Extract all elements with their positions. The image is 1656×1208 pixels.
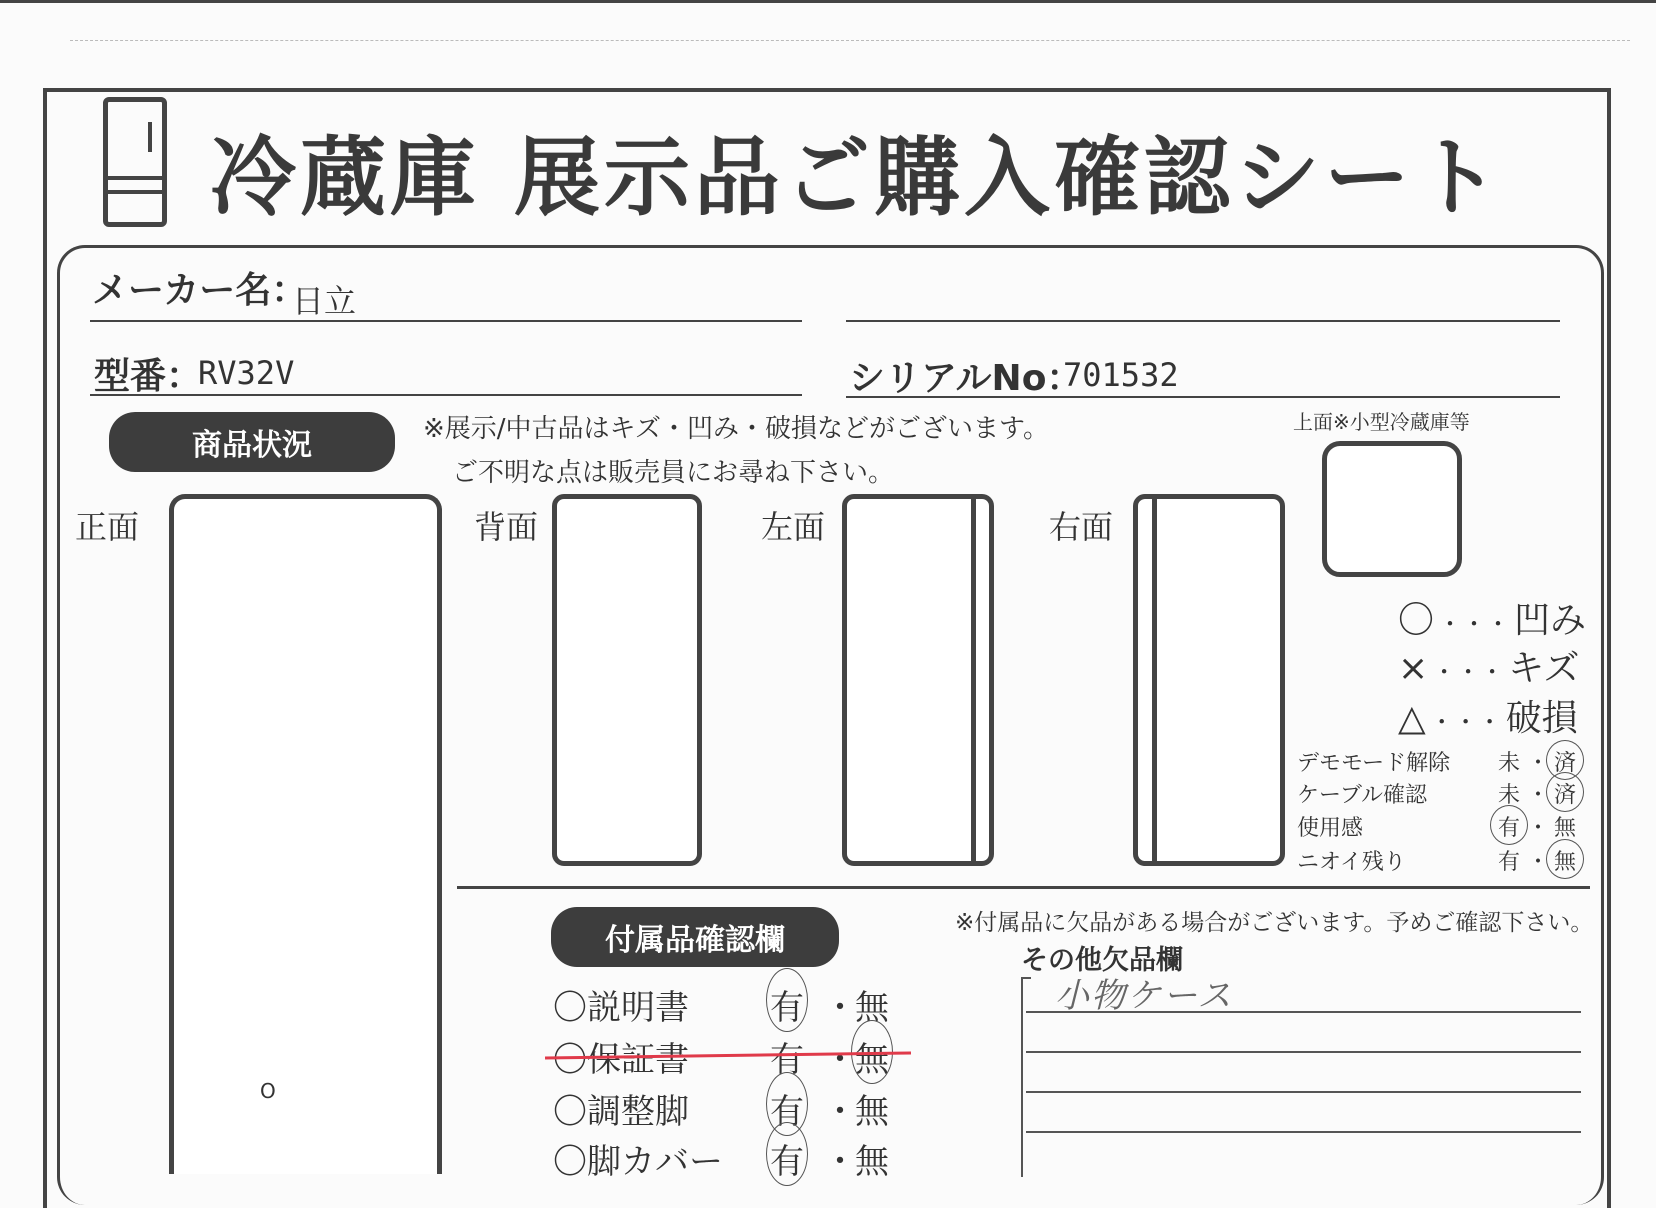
- check-label: ニオイ残り: [1297, 850, 1406, 875]
- selection-circle: [1546, 839, 1584, 879]
- left-diagram: [842, 494, 994, 866]
- accessory-option: ・: [823, 1040, 857, 1080]
- check-label: 使用感: [1297, 816, 1364, 841]
- accessories-note: ※付属品に欠品がある場合がございます。予めご確認下さい。: [955, 910, 1594, 936]
- condition-note-1: ※展示/中古品はキズ・凹み・破損などがございます。: [423, 414, 1049, 444]
- page-title: 冷蔵庫 展示品ご購入確認シート: [210, 128, 1504, 228]
- missing-line: [1026, 1011, 1581, 1013]
- accessory-option: 有: [770, 1092, 804, 1132]
- accessory-label: 〇保証書: [553, 1040, 689, 1080]
- missing-bracket: [1021, 977, 1023, 1177]
- accessory-option: ・: [823, 1092, 857, 1132]
- maker-label: メーカー名：: [92, 270, 308, 311]
- legend-symbol: ×: [1398, 648, 1429, 689]
- accessory-option: 無: [855, 988, 889, 1028]
- accessory-label: 〇脚カバー: [553, 1142, 723, 1182]
- missing-line: [1026, 1091, 1581, 1093]
- top-label: 上面: [1293, 410, 1333, 434]
- check-option: 未: [1498, 751, 1521, 776]
- accessory-option: 無: [855, 1142, 889, 1182]
- condition-note-2: ご不明な点は販売員にお尋ね下さい。: [452, 458, 895, 488]
- model-label: 型番：: [94, 356, 203, 397]
- scan-top-edge: [0, 0, 1656, 3]
- blank-underline: [846, 320, 1560, 322]
- front-label: 正面: [75, 508, 140, 546]
- right-label: 右面: [1049, 508, 1114, 546]
- check-label: ケーブル確認: [1297, 783, 1428, 808]
- selection-circle: [1490, 805, 1528, 845]
- check-option: 未: [1498, 783, 1521, 808]
- check-option: 無: [1554, 850, 1577, 875]
- accessories-heading: 付属品確認欄: [551, 907, 839, 967]
- top-label-group: [1293, 406, 1470, 435]
- selection-circle: [766, 968, 808, 1032]
- accessory-option: ・: [823, 988, 857, 1028]
- accessory-option: 有: [770, 1142, 804, 1182]
- check-option: 有: [1498, 850, 1521, 875]
- check-option: ・: [1527, 783, 1550, 808]
- check-option: 有: [1498, 816, 1521, 841]
- missing-line: [1026, 1131, 1581, 1133]
- selection-circle: [1546, 772, 1584, 812]
- legend-symbol: △: [1398, 698, 1426, 739]
- legend-meaning: 凹み: [1514, 600, 1587, 641]
- selection-circle: [766, 1122, 808, 1186]
- accessory-option: 無: [855, 1040, 889, 1080]
- serial-value: 701532: [1063, 356, 1179, 394]
- accessory-label: 〇説明書: [553, 988, 689, 1028]
- accessory-label: 〇調整脚: [553, 1092, 689, 1132]
- accessory-option: 無: [855, 1092, 889, 1132]
- check-option: 無: [1554, 816, 1577, 841]
- check-option: ・: [1527, 816, 1550, 841]
- condition-heading: 商品状況: [109, 412, 395, 472]
- serial-label: シリアルNo：: [849, 358, 1083, 399]
- front-mark: O: [260, 1079, 276, 1103]
- check-option: ・: [1527, 751, 1550, 776]
- front-diagram: [169, 494, 442, 1174]
- left-label: 左面: [761, 508, 826, 546]
- maker-value: 日立: [292, 282, 357, 320]
- accessory-option: 有: [770, 988, 804, 1028]
- check-option: 済: [1554, 783, 1577, 808]
- top-diagram: [1322, 441, 1462, 577]
- back-diagram: [552, 494, 702, 866]
- top-note: ※小型冷蔵庫等: [1333, 410, 1470, 434]
- scan-dash-line: [70, 40, 1630, 41]
- legend-meaning: 破損: [1505, 698, 1578, 739]
- model-value: RV32V: [198, 354, 295, 392]
- missing-line: [1026, 1051, 1581, 1053]
- back-label: 背面: [474, 508, 539, 546]
- missing-entry: 小物ケース: [1055, 976, 1234, 1016]
- legend-row: [1398, 690, 1578, 741]
- model-underline: [90, 394, 802, 396]
- right-diagram: [1133, 494, 1285, 866]
- legend-dots: ・・・: [1432, 658, 1505, 686]
- legend-symbol: 〇: [1398, 600, 1435, 641]
- legend-meaning: キズ: [1508, 648, 1580, 689]
- check-label: デモモード解除: [1297, 751, 1451, 776]
- check-option: ・: [1527, 850, 1550, 875]
- legend-row: [1398, 640, 1579, 691]
- section-divider: [457, 886, 1590, 889]
- check-option: 済: [1554, 751, 1577, 776]
- legend-dots: ・・・: [1429, 708, 1502, 736]
- maker-underline: [90, 320, 802, 322]
- legend-row: [1398, 592, 1586, 643]
- fridge-icon: [103, 97, 167, 227]
- serial-underline: [846, 396, 1560, 398]
- missing-heading: その他欠品欄: [1021, 945, 1183, 976]
- accessory-option: 有: [770, 1040, 804, 1080]
- legend-dots: ・・・: [1438, 610, 1511, 638]
- accessory-option: ・: [823, 1142, 857, 1182]
